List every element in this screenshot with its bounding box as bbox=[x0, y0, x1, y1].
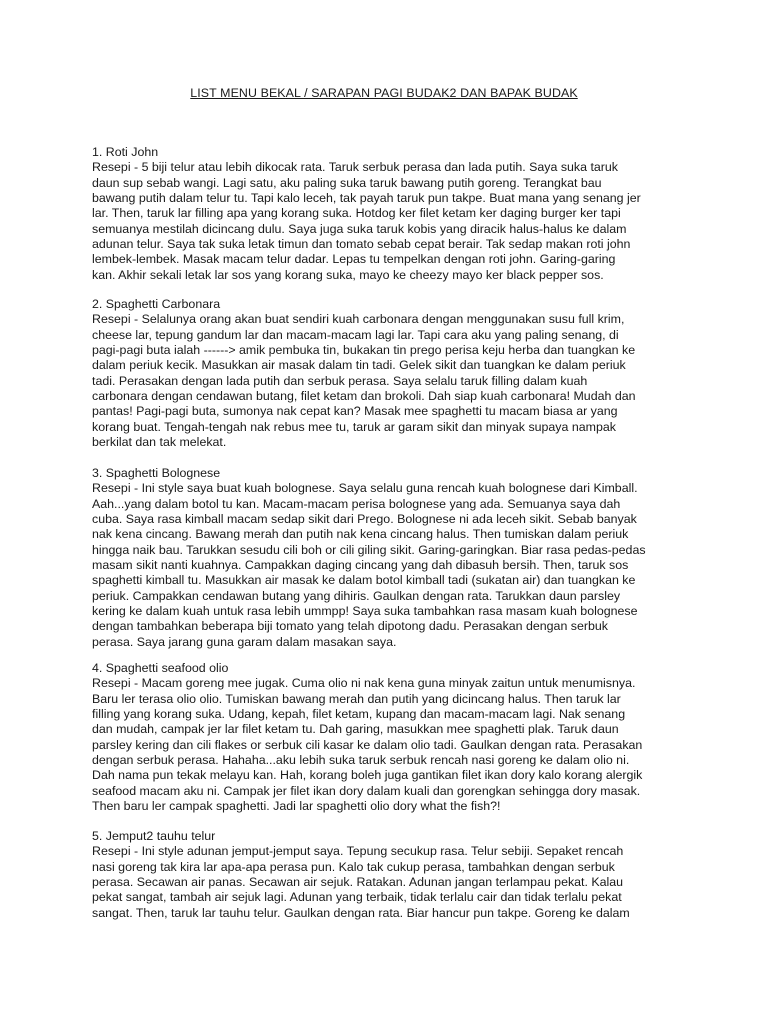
text-line: berkilat dan tak melekat. bbox=[92, 435, 227, 450]
text-line: spaghetti kimball tu. Masukkan air masak ke dalam botol kimball tadi (sukatan air) dan tuangkan ke bbox=[92, 573, 636, 588]
text-line: adunan telur. Saya tak suka letak timun dan tomato sebab cepat berair. Tak sedap makan roti john bbox=[92, 237, 631, 252]
text-line: dengan serbuk perasa. Hahaha...aku lebih suka taruk serbuk rencah nasi goreng ke dalam olio ni. bbox=[92, 753, 630, 768]
text-line: sangat. Then, taruk lar tauhu telur. Gaulkan dengan rata. Biar hancur pun takpe. Goreng ke dalam bbox=[92, 905, 630, 920]
text-line: lar. Then, taruk lar filling apa yang korang suka. Hotdog ker filet ketam ker daging burger ker tapi bbox=[92, 206, 621, 221]
text-line: lembek-lembek. Masak macam telur dadar. Lepas tu tempelkan dengan roti john. Garing-garing bbox=[92, 252, 616, 267]
text-line: Resepi - Selalunya orang akan buat sendiri kuah carbonara dengan menggunakan susu full krim, bbox=[92, 312, 625, 327]
text-line: pantas! Pagi-pagi buta, sumonya nak cepat kan? Masak mee spaghetti tu macam biasa ar yang bbox=[92, 404, 618, 419]
section-heading: 5. Jemput2 tauhu telur bbox=[92, 829, 216, 843]
text-line: hingga naik bau. Tarukkan sesudu cili boh or cili giling sikit. Garing-garingkan. Biar rasa pedas-pedas bbox=[92, 542, 646, 557]
text-line: carbonara dengan cendawan butang, filet ketam dan brokoli. Dah siap kuah carbonara! Mudah dan bbox=[92, 389, 636, 404]
text-line: daun sup sebab wangi. Lagi satu, aku paling suka taruk bawang putih goreng. Terangkat bau bbox=[92, 175, 602, 190]
text-line: perasa. Saya jarang guna garam dalam masakan saya. bbox=[92, 634, 397, 649]
recipe-section-spaghetti-bolognese bbox=[92, 466, 672, 650]
text-line: Then baru ler campak spaghetti. Jadi lar spaghetti olio dory what the fish?! bbox=[92, 799, 501, 814]
text-line: Aah...yang dalam botol tu kan. Macam-macam perisa bolognese yang ada. Semuanya saya dah bbox=[92, 496, 621, 511]
section-heading: 1. Roti John bbox=[92, 145, 159, 159]
text-line: dengan tambahkan beberapa biji tomato yang telah dipotong dadu. Perasakan dengan serbuk bbox=[92, 619, 608, 634]
text-line: masam sikit nanti kuahnya. Campakkan daging cincang yang dah dibasuh bersih. Then, taruk sos bbox=[92, 558, 629, 573]
text-line: periuk. Campakkan cendawan butang yang dihiris. Gaulkan dengan rata. Tarukkan daun parsley bbox=[92, 588, 621, 603]
text-line: dan mudah, campak jer lar filet ketam tu. Dah garing, masukkan mee spaghetti plak. Taruk daun bbox=[92, 722, 619, 737]
text-line: Dah nama pun tekak melayu kan. Hah, korang boleh juga gantikan filet ikan dory kalo korang alergik bbox=[92, 768, 643, 783]
recipe-section-spaghetti-carbonara bbox=[92, 297, 672, 450]
text-line: pagi-pagi buta ialah ------> amik pembuka tin, bukakan tin prego perisa keju herba dan tuangkan ke bbox=[92, 343, 636, 358]
section-heading: 4. Spaghetti seafood olio bbox=[92, 661, 229, 675]
text-line: filling yang korang suka. Udang, kepah, filet ketam, kupang dan macam-macam lagi. Nak senang bbox=[92, 707, 626, 722]
section-heading: 3. Spaghetti Bolognese bbox=[92, 466, 221, 480]
text-line: nasi goreng tak kira lar apa-apa perasa pun. Kalo tak cukup perasa, tambahkan dengan serbuk bbox=[92, 859, 615, 874]
text-line: dalam periuk kecik. Masukkan air masak dalam tin tadi. Gelek sikit dan tuangkan ke dalam periuk bbox=[92, 358, 626, 373]
text-line: bawang putih dalam telur tu. Tapi kalo leceh, tak payah taruk pun takpe. Buat mana yang senang jer bbox=[92, 191, 641, 206]
text-line: semuanya mestilah dicincang dulu. Saya juga suka taruk kobis yang diracik halus-halus ke dalam bbox=[92, 221, 627, 236]
text-line: pekat sangat, tambah air sejuk lagi. Adunan yang terbaik, tidak terlalu cair dan tidak terlalu pekat bbox=[92, 890, 622, 905]
text-line: perasa. Secawan air panas. Secawan air sejuk. Ratakan. Adunan jangan terlampau pekat. Kalau bbox=[92, 875, 624, 890]
text-line: Resepi - 5 biji telur atau lebih dikocak rata. Taruk serbuk perasa dan lada putih. Saya suka taruk bbox=[92, 160, 618, 175]
text-line: cheese lar, tepung gandum lar dan macam-macam lagi lar. Tapi cara aku yang paling senang, di bbox=[92, 327, 619, 342]
text-line: cuba. Saya rasa kimball macam sedap sikit dari Prego. Bolognese ni ada leceh sikit. Sebab banyak bbox=[92, 512, 637, 527]
text-line: nak kena cincang. Bawang merah dan putih nak kena cincang halus. Then tumiskan dalam periuk bbox=[92, 527, 629, 542]
text-line: Baru ler terasa olio olio. Tumiskan bawang merah dan putih yang dicincang halus. Then taruk lar bbox=[92, 691, 621, 706]
text-line: tadi. Perasakan dengan lada putih dan serbuk perasa. Saya selalu taruk filling dalam kuah bbox=[92, 373, 588, 388]
text-line: Resepi - Macam goreng mee jugak. Cuma olio ni nak kena guna minyak zaitun untuk menumisnya. bbox=[92, 676, 636, 691]
recipe-section-roti-john bbox=[92, 145, 672, 283]
text-line: Resepi - Ini style saya buat kuah bolognese. Saya selalu guna rencah kuah bolognese dari Kimball. bbox=[92, 481, 638, 496]
text-line: seafood macam aku ni. Campak jer filet ikan dory dalam kuali dan gorengkan sehingga dory masak. bbox=[92, 783, 641, 798]
text-line: kan. Akhir sekali letak lar sos yang korang suka, mayo ke cheezy mayo ker black pepper sos. bbox=[92, 267, 604, 282]
text-line: Resepi - Ini style adunan jemput-jemput saya. Tepung secukup rasa. Telur sebiji. Sepaket rencah bbox=[92, 844, 624, 859]
text-line: parsley kering dan cili flakes or serbuk cili kasar ke dalam olio tadi. Gaulkan dengan rata. Perasakan bbox=[92, 737, 643, 752]
recipe-section-spaghetti-seafood-olio bbox=[92, 661, 672, 814]
text-line: kering ke dalam kuah untuk rasa lebih ummpp! Saya suka tambahkan rasa masam kuah bolognese bbox=[92, 604, 638, 619]
text-line: korang buat. Tengah-tengah nak rebus mee tu, taruk ar garam sikit dan minyak supaya nampak bbox=[92, 419, 616, 434]
document-title: LIST MENU BEKAL / SARAPAN PAGI BUDAK2 DAN BAPAK BUDAK bbox=[190, 86, 578, 100]
recipe-section-jemput-tauhu-telur bbox=[92, 829, 672, 921]
section-heading: 2. Spaghetti Carbonara bbox=[92, 297, 221, 311]
